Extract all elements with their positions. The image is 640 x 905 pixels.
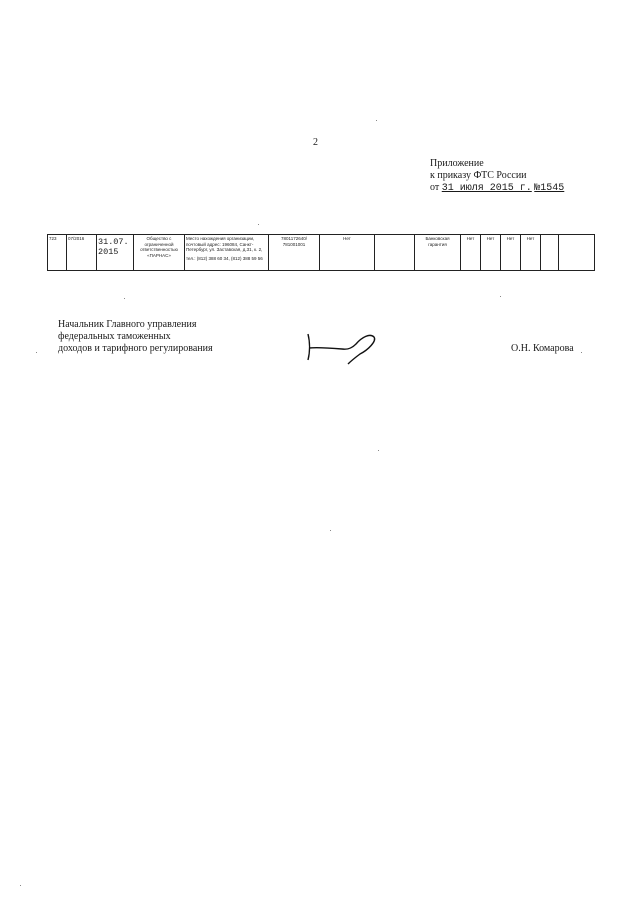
appendix-date-prefix: от bbox=[430, 182, 440, 193]
table-row bbox=[48, 235, 595, 271]
cell-guarantee: Банковская гарантия bbox=[415, 235, 461, 271]
appendix-order-ref: к приказу ФТС России bbox=[430, 170, 527, 181]
cell-inn-kpp: 7801172640/ 781001001 bbox=[269, 235, 320, 271]
appendix-header bbox=[430, 158, 564, 195]
cell-col6: Нет bbox=[320, 235, 375, 271]
cell-col7 bbox=[375, 235, 415, 271]
appendix-date: 31 июля 2015 г. bbox=[441, 183, 532, 194]
cell-col9: Нет bbox=[461, 235, 481, 271]
appendix-title: Приложение bbox=[430, 158, 484, 169]
signer-name: О.Н. Комарова bbox=[511, 343, 574, 354]
signatory-title-line2: федеральных таможенных bbox=[58, 331, 171, 342]
cell-col10: Нет bbox=[481, 235, 501, 271]
cell-col11: Нет bbox=[501, 235, 521, 271]
address-text: Место нахождения организации, почтовый адрес: 196084, Санкт-Петербург, ул. Заставская, д.31, к. 2, bbox=[186, 236, 263, 252]
cell-address bbox=[185, 235, 269, 271]
appendix-number: №1545 bbox=[534, 183, 565, 194]
cell-company: Общество с ограниченной ответственностью «ПАРНАС» bbox=[134, 235, 185, 271]
cell-col13 bbox=[541, 235, 559, 271]
cell-date: 31.07. 2015 bbox=[97, 235, 134, 271]
page-number: 2 bbox=[313, 137, 318, 148]
appendix-date-line bbox=[430, 182, 564, 195]
cell-reg-number: 723 bbox=[48, 235, 67, 271]
signatory-title-line1: Начальник Главного управления bbox=[58, 319, 197, 330]
handwritten-signature bbox=[300, 328, 380, 368]
cell-col14 bbox=[559, 235, 595, 271]
phone-text: тел.: (812) 388 60 34, (812) 388 59 56 bbox=[186, 255, 263, 261]
signatory-title-line3: доходов и тарифного регулирования bbox=[58, 343, 213, 354]
registry-table bbox=[47, 234, 595, 271]
cell-cert-number: 07/2016 bbox=[67, 235, 97, 271]
cell-col12: Нет bbox=[521, 235, 541, 271]
signatory-title bbox=[58, 319, 213, 355]
